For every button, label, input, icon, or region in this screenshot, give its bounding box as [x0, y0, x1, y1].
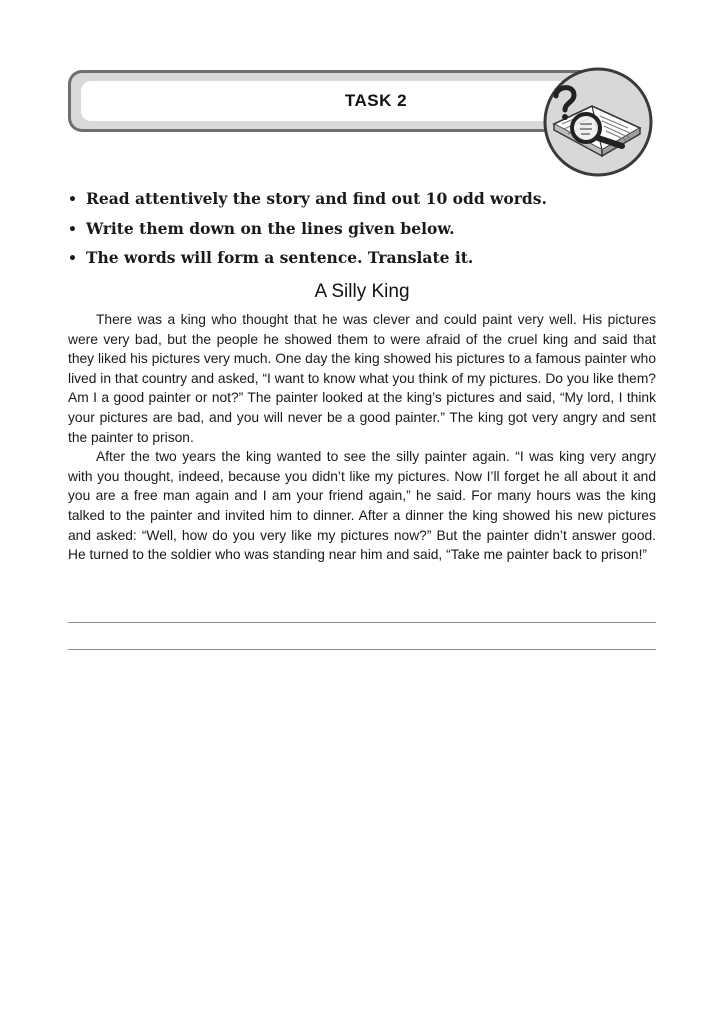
instruction-item: • The words will form a sentence. Translate it.	[68, 245, 658, 275]
story-title: A Silly King	[314, 281, 410, 302]
instruction-item: • Write them down on the lines given below.	[68, 216, 658, 246]
answer-line[interactable]	[68, 622, 656, 623]
story-text	[68, 310, 656, 565]
story-paragraph: After the two years the king wanted to see the silly painter again. “I was king very angry with you thought, indeed, because you didn’t like my pictures. Now I’ll forget he all about it and you are a free man again and I am your friend again,” he said. For many hours was the king talked to the painter and invited him to dinner. After a dinner the king showed his new pictures and asked: “Well, how do you very like my pictures now?” But the painter didn’t answer good. He turned to the soldier who was standing near him and said, “Take me painter back to prison!”	[68, 449, 656, 563]
book-magnifier-question-icon	[540, 66, 656, 178]
bullet-icon: •	[68, 251, 77, 267]
instruction-item: • Read attentively the story and find out 10 odd words.	[68, 186, 658, 216]
story-paragraph: There was a king who thought that he was clever and could paint very well. His pictures were very bad, but the people he showed them to were afraid of the cruel king and said that they liked his pictures very much. One day the king showed his pictures to a famous painter who lived in that country and asked, “I want to know what you think of my pictures. Do you like them? Am I a good painter or not?” The painter looked at the king’s pictures and said, “My lord, I think your pictures are bad, and you will never be a good painter.” The king got very angry and sent the painter to prison.	[68, 312, 656, 445]
instructions-list	[68, 186, 658, 275]
bullet-icon: •	[68, 192, 77, 208]
bullet-icon: •	[68, 221, 77, 238]
task-title: TASK 2	[344, 91, 408, 110]
answer-line[interactable]	[68, 649, 656, 650]
